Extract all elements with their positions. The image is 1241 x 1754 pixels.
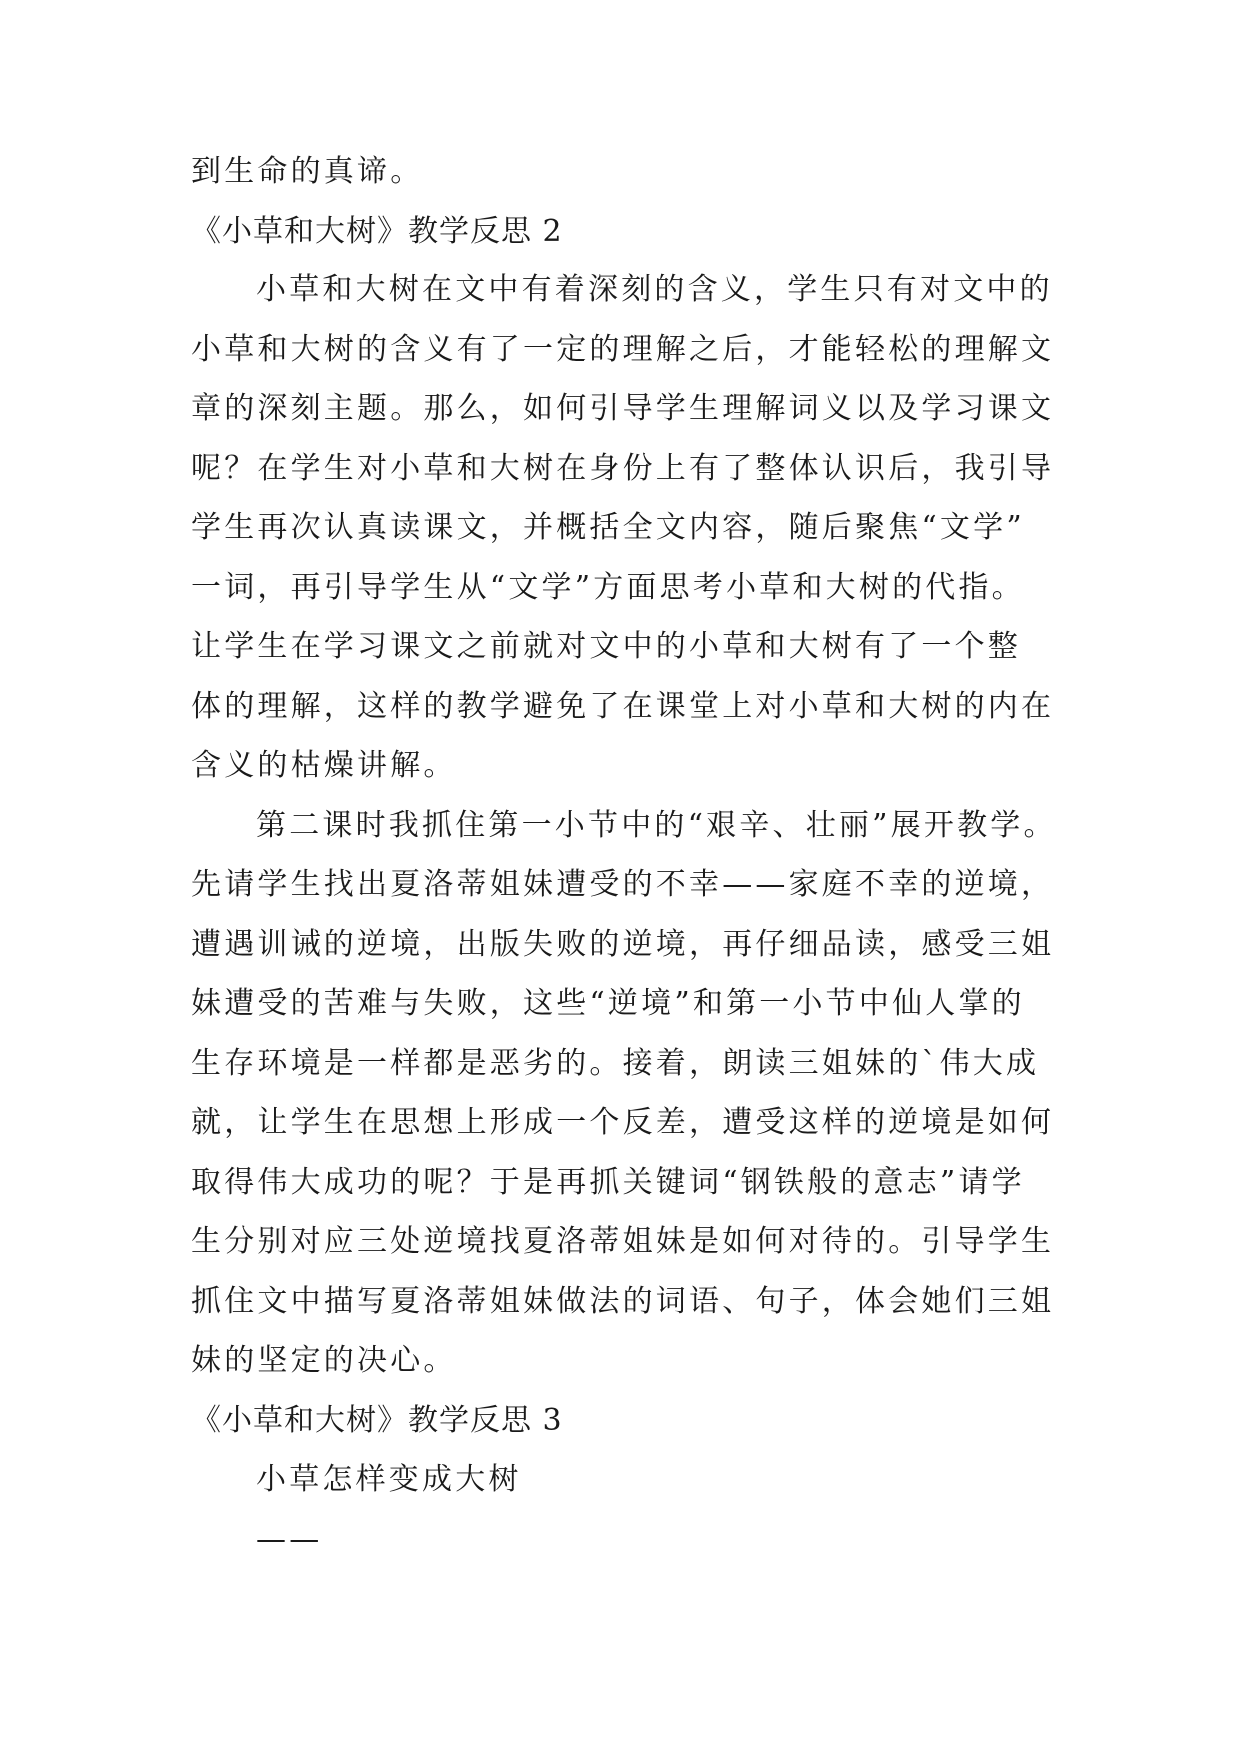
- paragraph-line: 就，让学生在思想上形成一个反差，遭受这样的逆境是如何: [191, 1105, 1055, 1140]
- paragraph-line: 第二课时我抓住第一小节中的“艰辛、壮丽”展开教学。: [256, 808, 1057, 843]
- paragraph-line: 生存环境是一样都是恶劣的。接着，朗读三姐妹的`伟大成: [191, 1046, 1040, 1081]
- paragraph-line: 抓住文中描写夏洛蒂姐妹做法的词语、句子，体会她们三姐: [191, 1284, 1055, 1319]
- heading-reflection-3: 《小草和大树》教学反思 3: [191, 1403, 563, 1438]
- paragraph-1-tail: 到生命的真谛。: [191, 154, 424, 189]
- paragraph-line: 生分别对应三处逆境找夏洛蒂姐妹是如何对待的。引导学生: [191, 1224, 1055, 1259]
- paragraph-line: 小草和大树的含义有了一定的理解之后，才能轻松的理解文: [191, 332, 1055, 367]
- paragraph-line: 妹的坚定的决心。: [191, 1343, 457, 1378]
- paragraph-line: 遭遇训诫的逆境，出版失败的逆境，再仔细品读，感受三姐: [191, 927, 1055, 962]
- dash-line: ——: [256, 1522, 323, 1557]
- paragraph-line: 体的理解，这样的教学避免了在课堂上对小草和大树的内在: [191, 689, 1055, 724]
- paragraph-line: 让学生在学习课文之前就对文中的小草和大树有了一个整: [191, 629, 1021, 664]
- paragraph-line: 学生再次认真读课文，并概括全文内容，随后聚焦“文学”: [191, 510, 1025, 545]
- paragraph-line: 一词，再引导学生从“文学”方面思考小草和大树的代指。: [191, 570, 1025, 605]
- paragraph-line: 呢？在学生对小草和大树在身份上有了整体认识后，我引导: [191, 451, 1055, 486]
- paragraph-line: 妹遭受的苦难与失败，这些“逆境”和第一小节中仙人掌的: [191, 986, 1025, 1021]
- heading-reflection-2: 《小草和大树》教学反思 2: [191, 214, 563, 249]
- paragraph-line: 含义的枯燥讲解。: [191, 748, 457, 783]
- paragraph-line: 先请学生找出夏洛蒂姐妹遭受的不幸——家庭不幸的逆境，: [191, 867, 1055, 902]
- subtitle-reflection-3: 小草怎样变成大树: [256, 1462, 522, 1497]
- paragraph-line: 章的深刻主题。那么，如何引导学生理解词义以及学习课文: [191, 391, 1055, 426]
- paragraph-line: 取得伟大成功的呢？于是再抓关键词“钢铁般的意志”请学: [191, 1165, 1025, 1200]
- paragraph-line: 小草和大树在文中有着深刻的含义，学生只有对文中的: [256, 272, 1053, 307]
